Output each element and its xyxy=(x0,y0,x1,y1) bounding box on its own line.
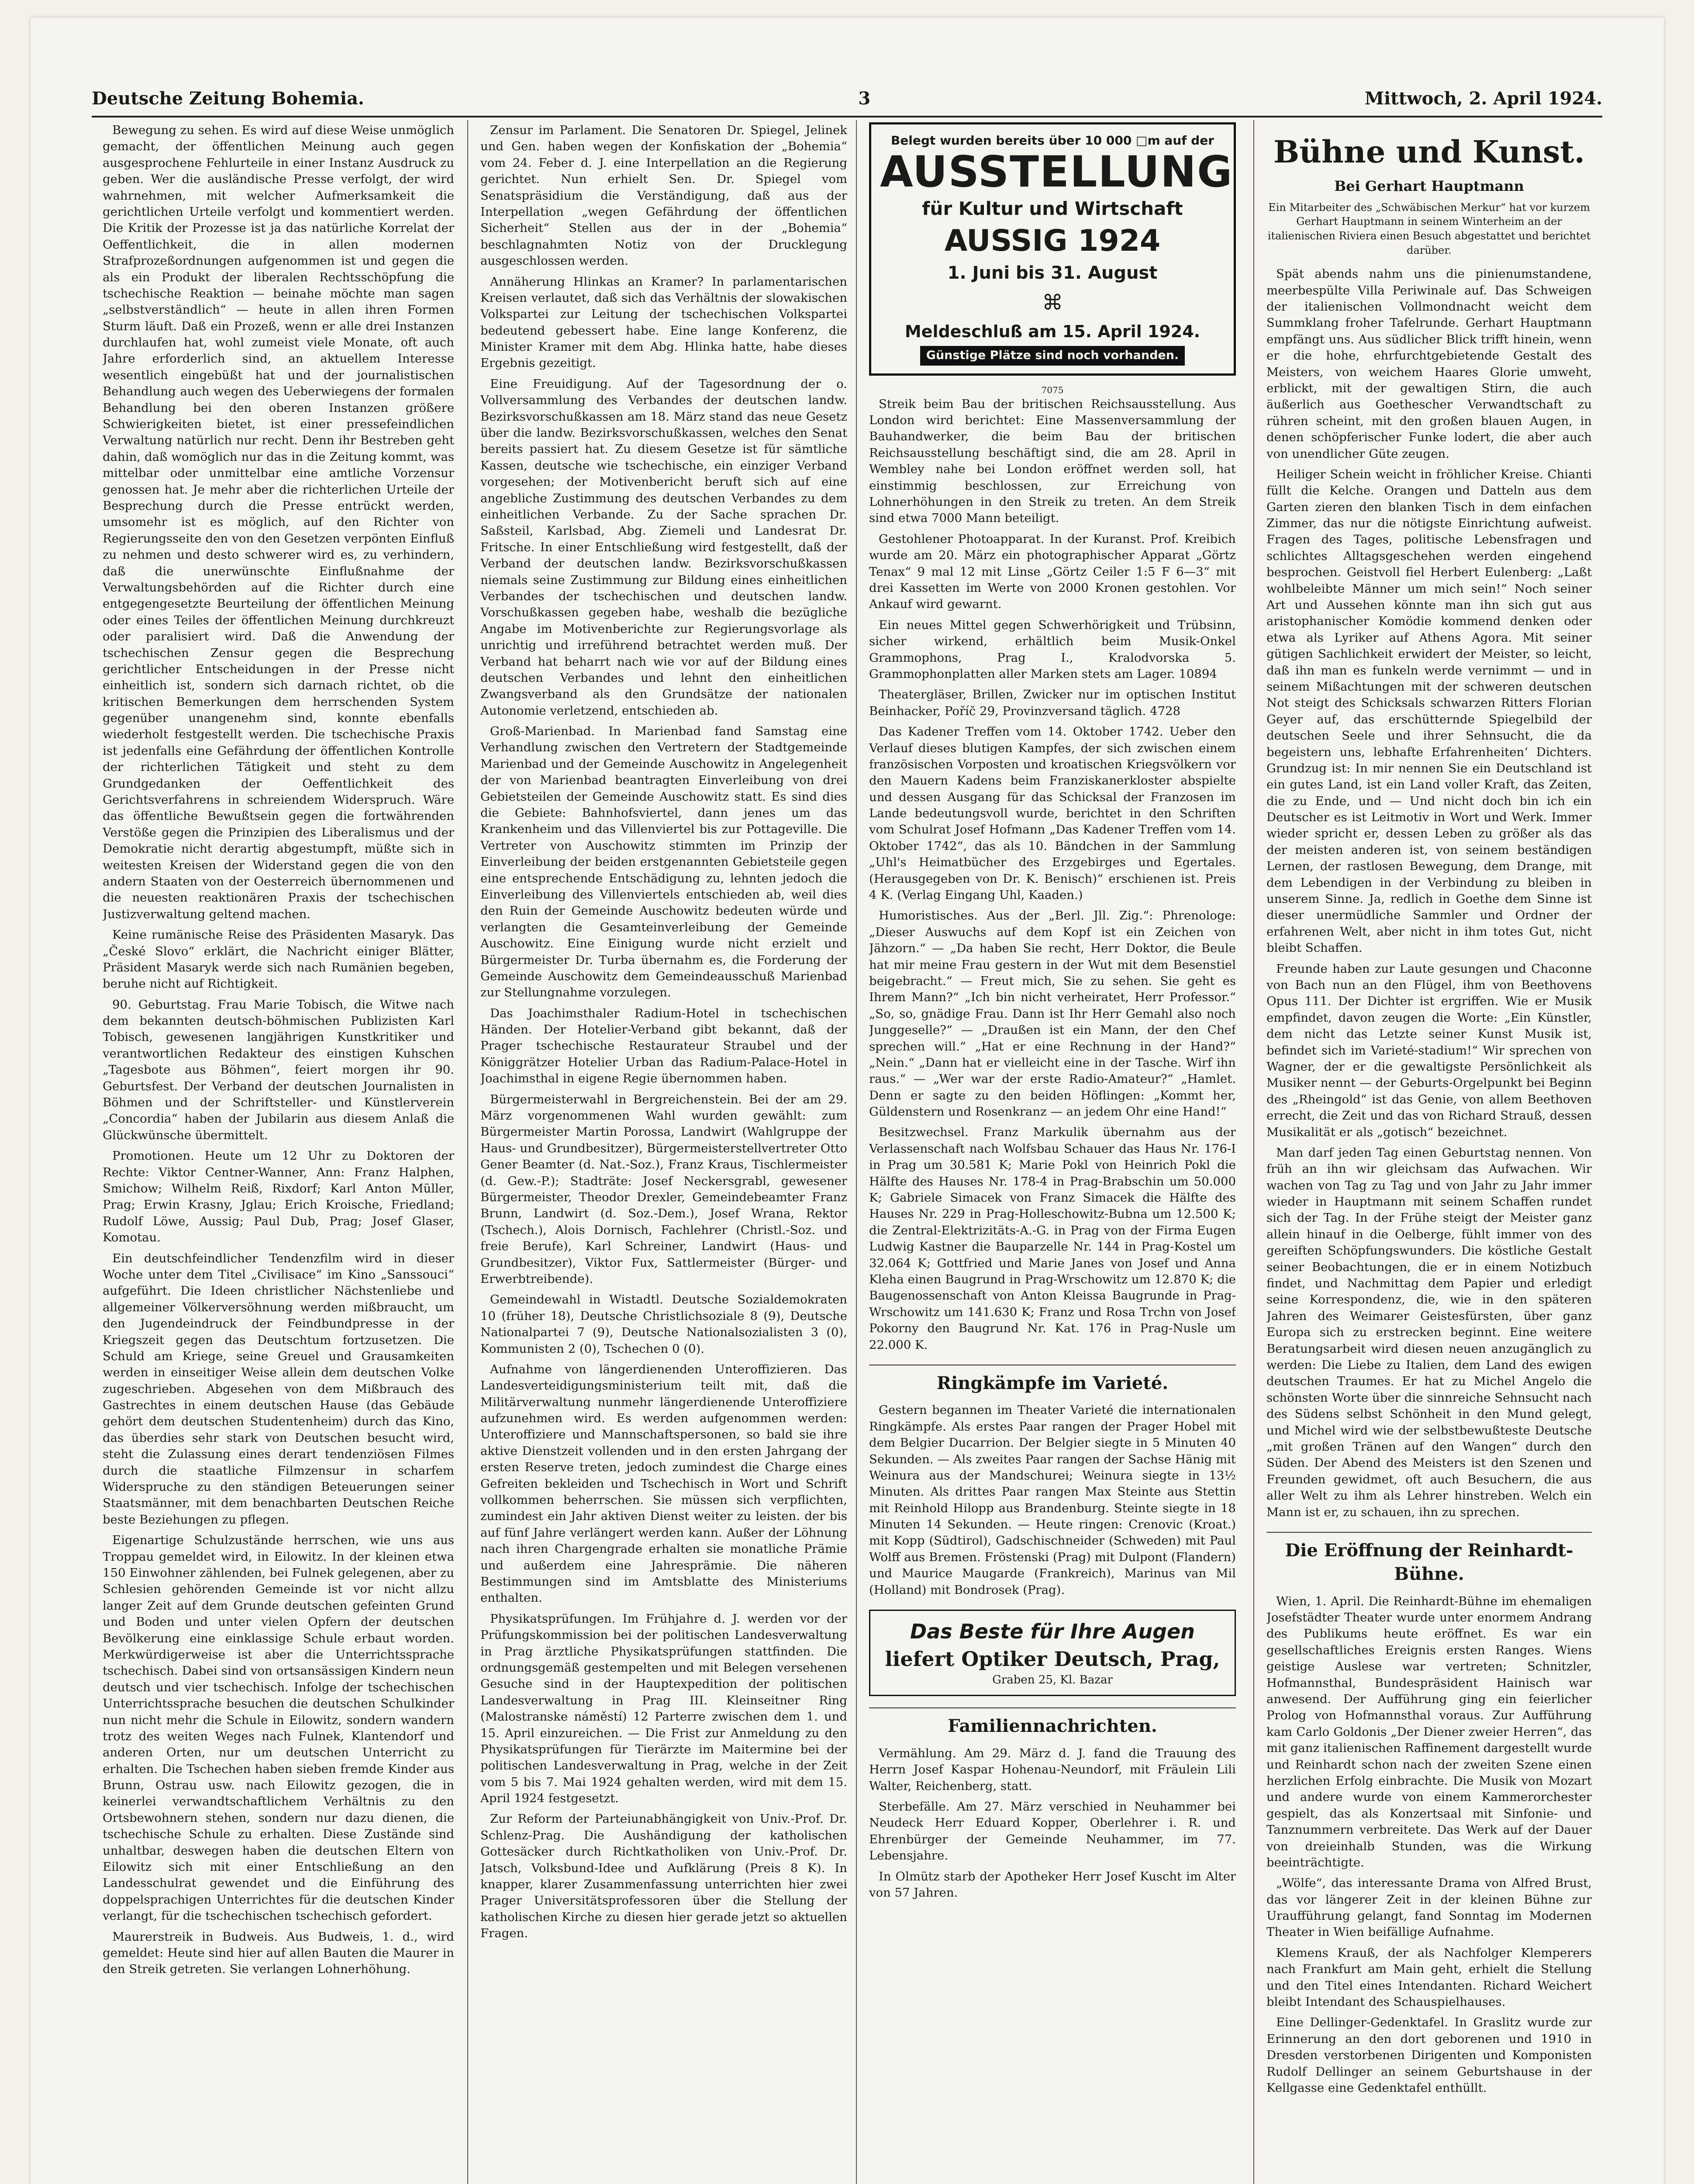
article-text: Bürgermeisterwahl in Bergreichenstein. Bei der am 29. März vorgenommenen Wahl wurden gewählt: zum Bürgermeister Martin Porossa, Landwirt (Wahlgruppe der Haus- und Grundbesitzer), Bürgermeisterstellvertreter Otto Gener Beamter (d. Nat.-Soz.), Franz Kraus, Tischlermeister (d. Gew.-P.); Stadträte: Josef Neckersgrabl, gewesener Bürgermeister, Theodor Drexler, Gemeindebeamter Franz Brunn, Landwirt (d. Soz.-Dem.), Josef Wrana, Rektor (Tschech.), Alois Dornisch, Fachlehrer (Christl.-Soz. und freie Berufe), Karl Schreiner, Landwirt (Haus- und Grundbesitzer), Viktor Fux, Sattlermeister (Bürger- und Erwerbtreibende). xyxy=(480,1092,847,1286)
article-text: Humoristisches. Aus der „Berl. Jll. Zig.“: Phrenologe: „Dieser Auswuchs auf dem Kopf ist ein Zeichen von Jähzorn.“ — „Da haben Sie recht, Herr Doktor, die Beule hat mir meine Frau gestern in der Wut mit dem Besenstiel beigebracht.“ — Freut mich, Sie zu sehen. Sie geht es Ihrem Mann?“ „Ich bin nicht verheiratet, Herr Professor.“ „So, so, gnädige Frau. Dann ist Ihr Herr Gemahl also noch Junggeselle?“ — „Draußen ist ein Mann, der den Chef sprechen will.“ „Hat er eine Rechnung in der Hand?“ „Nein.“ „Dann hat er vielleicht eine in der Tasche. Wirf ihn raus.“ — „Wer war der erste Radio-Amateur?“ „Hamlet. Denn er sagte zu den beiden Höflingen: „Kommt her, Güldenstern und Rosenkranz — an jedem Ohr eine Hand!“ xyxy=(869,909,1236,1119)
column-1 xyxy=(103,122,454,2184)
article-text: „Wölfe“, das interessante Drama von Alfred Brust, das vor längerer Zeit in der kleinen Bühne zur Uraufführung gelangt, fand Sonntag im Modernen Theater in Wien beifällige Aufnahme. xyxy=(1266,1876,1592,1939)
column-divider xyxy=(467,120,468,2184)
article-text: Spät abends nahm uns die pinienumstandene, meerbespülte Villa Periwinale auf. Das Schweigen der italienischen Vollmondnacht weicht dem Summklang froher Tafelrunde. Gerhart Hauptmann empfängt uns. Aus südlicher Blick trifft hinein, wenn er die hohe, ehrfurchtgebietende Gestalt des Meisters, von weichem Haares Glorie umweht, erblickt, mit der gewaltigen Stirn, die auch äußerlich aus Goethescher Verwandtschaft zu rühren scheint, mit den großen blauen Augen, in denen schöpferischer Funke lodert, die aber auch von unendlicher Güte zeugen. xyxy=(1266,267,1592,461)
article-text: Maurerstreik in Budweis. Aus Budweis, 1. d., wird gemeldet: Heute sind hier auf allen Bauten die Maurer in den Streik getreten. Sie verlangen Lohnerhöhung. xyxy=(103,1929,454,1977)
article-text: Keine rumänische Reise des Präsidenten Masaryk. Das „České Slovo“ erklärt, die Nachricht einiger Blätter, Präsident Masaryk werde sich nach Rumänien begeben, beruhe nicht auf Richtigkeit. xyxy=(103,928,454,991)
exhibition-advertisement xyxy=(869,122,1236,376)
ad-banner: Günstige Plätze sind noch vorhanden. xyxy=(920,346,1185,366)
article-byline: Bei Gerhart Hauptmann xyxy=(1334,178,1524,195)
ad-headline: AUSSTELLUNG xyxy=(880,147,1233,197)
article-text: Ein neues Mittel gegen Schwerhörigkeit und Trübsinn, sicher wirkend, erhältlich beim Musik-Onkel Grammophons, Prag I., Kralodvorska 5. Grammophonplatten aller Marken stets am Lager. 10894 xyxy=(869,618,1236,681)
ad-number: 7075 xyxy=(1041,384,1064,395)
article-text: Sterbefälle. Am 27. März verschied in Neuhammer bei Neudeck Herr Eduard Kopper, Oberlehrer i. R. und Ehrenbürger der Gemeinde Neuhammer, im 77. Lebensjahre. xyxy=(869,1800,1236,1863)
column-divider xyxy=(856,120,857,2184)
article-text: Vermählung. Am 29. März d. J. fand die Trauung des Herrn Josef Kaspar Hohenau-Neundorf, mit Fräulein Lili Walter, Reichenberg, statt. xyxy=(869,1746,1236,1793)
article-text: Aufnahme von längerdienenden Unteroffizieren. Das Landesverteidigungsministerium teilt mit, daß die Militärverwaltung nunmehr längerdienende Unteroffiziere aufzunehmen wird. Es werden aufgenommen werden: Unteroffiziere und Mannschaftspersonen, so bald sie ihre aktive Dienstzeit vollenden und in den ersten Jahrgang der ersten Reserve treten, jedoch zumindest die Charge eines Gefreiten bekleiden und Tschechisch in Wort und Schrift vollkommen beherrschen. Sie müssen sich verpflichten, zumindest ein Jahr aktiven Dienst weiter zu leisten. der bis auf fünf Jahre verlängert werden kann. Außer der Löhnung nach ihren Chargengrade erhalten sie monatliche Prämie und außerdem eine Jahresprämie. Die näheren Bestimmungen sind im Amtsblatte des Ministeriums enthalten. xyxy=(480,1362,847,1605)
ad-line: 1. Juni bis 31. August xyxy=(947,263,1158,283)
ad-line: für Kultur und Wirtschaft xyxy=(922,197,1183,219)
ad-line: Graben 25, Kl. Bazar xyxy=(992,1673,1113,1687)
article-text: Promotionen. Heute um 12 Uhr zu Doktoren der Rechte: Viktor Centner-Wanner, Ann: Franz Halphen, Smichow; Wilhelm Reiß, Rixdorf; Karl Anton Müller, Prag; Erwin Krasny, Jglau; Erich Kroische, Friedland; Rudolf Löwe, Aussig; Paul Dub, Prag; Josef Glaser, Komotau. xyxy=(103,1149,454,1245)
article-text: Theatergläser, Brillen, Zwicker nur im optischen Institut Beinhacker, Poříč 29, Provinzversand täglich. 4728 xyxy=(869,688,1236,718)
header-rule xyxy=(92,116,1602,117)
article-text: Eigenartige Schulzustände herrschen, wie uns aus Troppau gemeldet wird, in Eilowitz. In der kleinen etwa 150 Einwohner zählenden, bei Fulnek gelegenen, aber zu Schlesien gehörenden Gemeinde ist vor nicht allzu langer Zeit auf dem Grunde deutschen gefeinten Grund und Boden und unter vielen Opfern der deutschen Bevölkerung eine einklassige Schule erbaut worden. Merkwürdigerweise ist aber die Unterrichtssprache tschechisch. Dabei sind von ortsansässigen Kindern neun deutsch und vier tschechisch. Infolge der tschechischen Unterrichtssprache besuchen die deutschen Schulkinder nun nicht mehr die Schule in Eilowitz, sondern wandern trotz des weiten Weges nach Fulnek, Klantendorf und anderen Orten, nur um deutschen Unterricht zu erhalten. Die Tschechen haben sieben fremde Kinder aus Brunn, Ostrau usw. nach Eilowitz gezogen, die in keinerlei verwandtschaftlichem Verhältnis zu den Ortsbewohnern stehen, sondern nur dazu dienen, die tschechische Schule zu erhalten. Diese Zustände sind unhaltbar, deswegen haben die deutschen Eltern von Eilowitz sich mit einer Entschließung an den Landesschulrat gewendet und die Einführung des doppelsprachigen Unterrichtes für die deutschen Kinder verlangt, für die tschechischen tschechisch gefordert. xyxy=(103,1533,454,1923)
ad-line: Belegt wurden bereits über 10 000 □m auf der xyxy=(890,133,1214,148)
issue-date: Mittwoch, 2. April 1924. xyxy=(1364,88,1602,109)
article-text: Das Kadener Treffen vom 14. Oktober 1742. Ueber den Verlauf dieses blutigen Kampfes, der sich zwischen einem französischen Vorposten und kroatischen Kriegsvölkern vor den Mauern Kadens beim Franziskanerkloster abspielte und dessen Ausgang für das Schicksal der Franzosen im Lande bedeutungsvoll wurde, berichtet in den Schriften vom Schulrat Josef Hofmann „Das Kadener Treffen vom 14. Oktober 1742“, das als 10. Bändchen in der Sammlung „Uhl's Heimatbücher des Erzgebirges und Egertales. (Herausgegeben von Dr. K. Benisch)“ erschienen ist. Preis 4 K. (Verlag Eingang Uhl, Kaaden.) xyxy=(869,725,1236,902)
ad-line: Das Beste für Ihre Augen xyxy=(910,1620,1195,1644)
article-text: Heiliger Schein weicht in fröhlicher Kreise. Chianti füllt die Kelche. Orangen und Datteln aus dem Garten zieren den blanken Tisch in dem einfachen Zimmer, das nur die nötigste Einrichtung aufweist. Fragen des Tages, politische Lebensfragen und schlichtes Alltagsgeschehen werden eingehend besprochen. Geistvoll fiel Herbert Eulenberg: „Laßt wohlbeleibte Männer um mich sein!“ Noch seiner Art und Aussehen könnte man ihn sich gut aus aristophanischer Komödie kommend denken oder etwa als Lyriker auf Athens Agora. Mit seiner gütigen Sachlichkeit erwidert der Meister, so leicht, daß ihn man es funkeln werde vernimmt — und in seinem Mißachtungen mit der schweren deutschen Not steigt des Schicksals schwarzen Ritters Florian Geyer auf, das erschütternde Spiegelbild der deutschen Seele und ihrer Sehnsucht, die da begeistern uns, lebhafte Erfahrenheiten‘ Dichters. Grundzug ist: In mir nennen Sie ein Deutschland ist ein gutes Land, ist ein Land voller Kraft, das Zeiten, die zu Ende, und — Und nicht doch bin ich ein Deutscher es ist Leitmotiv in Wort und Werk. Immer wieder spricht er, dessen Leben zu größer als das der meisten anderen ist, von seinem beständigen Lernen, der rastlosen Bewegung, dem Drange, mit dem Lebendigen in der Verbindung zu bleiben in unserem Sinne. Ja, redlich in Goethe dem Sinne ist dieser unermüdliche Sammler und Ordner der erfahrenen Welt, aber nicht in ihm totes Gut, nicht bleibt Schaffen. xyxy=(1266,467,1592,955)
article-text: 90. Geburtstag. Frau Marie Tobisch, die Witwe nach dem bekannten deutsch-böhmischen Publizisten Karl Tobisch, gewesenen langjährigen Kunstkritiker und verantwortlichen Redakteur des einstigen Kuhschen „Tagesbote aus Böhmen“, feiert morgen ihr 90. Geburtsfest. Der Verband der deutschen Journalisten in Böhmen und der Schriftsteller- und Künstlerverein „Concordia“ haben der Jubilarin aus diesem Anlaß die Glückwünsche übermittelt. xyxy=(103,997,454,1142)
ad-line: Meldeschluß am 15. April 1924. xyxy=(904,322,1201,342)
article-text: Groß-Marienbad. In Marienbad fand Samstag eine Verhandlung zwischen den Vertretern der Stadtgemeinde Marienbad und der Gemeinde Auschowitz in Angelegenheit der von Marienbad beantragten Einverleibung von drei Gebietsteilen der Gemeinde Auschowitz statt. Es sind dies die Gebiete: Bahnhofsviertel, dann jenes um das Krankenheim und das Villenviertel bis zur Pottageville. Die Vertreter von Auschowitz stimmten im Prinzip der Einverleibung der beiden erstgenannten Gebietsteile gegen eine entsprechende Entschädigung zu, lehnten jedoch die Einverleibung des Villenviertels entschieden ab, weil dies den Ruin der Gemeinde Auschowitz bedeuten würde und verlangten die Gesamteinverleibung der Gemeinde Auschowitz. Eine Einigung wurde nicht erzielt und Bürgermeister Dr. Turba übernahm es, die Forderung der Gemeinde Auschowitz dem Gemeindeausschuß Marienbad zur Stellungnahme vorzulegen. xyxy=(480,724,847,1000)
optician-advertisement xyxy=(869,1610,1236,1696)
article-text: Eine Dellinger-Gedenktafel. In Graslitz wurde zur Erinnerung an den dort geborenen und 1910 in Dresden verstorbenen Dirigenten und Komponisten Rudolf Dellinger an seinem Geburtshause in der Kellgasse eine Gedenktafel enthüllt. xyxy=(1266,2015,1592,2095)
article-text: Gemeindewahl in Wistadtl. Deutsche Sozialdemokraten 10 (früher 18), Deutsche Christlichsoziale 8 (9), Deutsche Nationalpartei 7 (9), Deutsche Nationalsozialisten 3 (0), Kommunisten 2 (0), Tschechen 0 (0). xyxy=(480,1292,847,1356)
article-text: Physikatsprüfungen. Im Frühjahre d. J. werden vor der Prüfungskommission bei der politischen Landesverwaltung in Prag ärztliche Physikatsprüfungen stattfinden. Die ordnungsgemäß gestempelten und mit Belegen versehenen Gesuche sind in der Hauptexpedition der politischen Landesverwaltung in Prag III. Kleinseitner Ring (Malostranske náměstí) 12 Parterre zwischen dem 1. und 15. April einzureichen. — Die Frist zur Anmeldung zu den Physikatsprüfungen für Tierärzte im Maitermine bei der politischen Landesverwaltung in Prag, welche in der Zeit vom 5 bis 7. Mai 1924 gehalten werden, wird mit dem 15. April 1924 festgesetzt. xyxy=(480,1611,847,1806)
column-divider xyxy=(1253,120,1254,2184)
section-heading: Ringkämpfe im Varieté. xyxy=(869,1365,1236,1395)
article-text: Freunde haben zur Laute gesungen und Chaconne von Bach nun an den Flügel, ihm von Beethovens Opus 111. Der Dichter ist ergriffen. Wie er Musik empfindet, davon zeugen die Worte: „Ein Künstler, dem nicht das Letzte seiner Kunst Musik ist, befindet sich im Varieté-stadium!“ Wir sprechen von Wagner, der er die gewaltigste Persönlichkeit als Musiker nennt — der Geburts-Orgelpunkt bei Beginn des „Rheingold“ ist das Genie, von allem Beethoven errecht, die Zeit und das von Richard Strauß, dessen Musikalität er als „gotisch“ bezeichnet. xyxy=(1266,961,1592,1139)
article-text: Zensur im Parlament. Die Senatoren Dr. Spiegel, Jelinek und Gen. haben wegen der Konfiskation der „Bohemia“ vom 24. Feber d. J. eine Interpellation an die Regierung gerichtet. Nun erhielt Sen. Dr. Spiegel vom Senatspräsidium die Verständigung, daß aus der Interpellation „wegen Gefährdung der öffentlichen Sicherheit“ Stellen aus der in der „Bohemia“ beschlagnahmten Notiz von der Drucklegung ausgeschlossen werden. xyxy=(480,123,847,268)
paper-title: Deutsche Zeitung Bohemia. xyxy=(92,88,364,109)
article-text: Streik beim Bau der britischen Reichsausstellung. Aus London wird berichtet: Eine Massenversammlung der Bauhandwerker, die beim Bau der britischen Reichsausstellung beschäftigt sind, die am 28. April in Wembley nahe bei London eröffnet werden soll, hat einstimmig beschlossen, zur Erreichung von Lohnerhöhungen in den Streik zu treten. An dem Streik sind etwa 7000 Mann beteiligt. xyxy=(869,397,1236,525)
article-text: Besitzwechsel. Franz Markulik übernahm aus der Verlassenschaft nach Wolfsbau Schauer das Haus Nr. 176-I in Prag um 30.581 K; Marie Pokl von Heinrich Pokl die Hälfte des Hauses Nr. 178-4 in Prag-Brabschin um 50.000 K; Gabriele Simacek von Franz Simacek die Hälfte des Hauses Nr. 229 in Prag-Holleschowitz-Bubna um 12.500 K; die Zentral-Elektrizitäts-A.-G. in Prag von der Firma Eugen Ludwig Kastner die Bauparzelle Nr. 144 in Prag-Kostel um 32.064 K; Gottfried und Marie Janes von Josef und Anna Kleha einen Baugrund in Prag-Wrschowitz um 12.870 K; die Baugenossenschaft von Anton Kleissa Baugrunde in Prag-Wrschowitz um 141.630 K; Franz und Rosa Trchn von Josef Pokorny den Baugrund Nr. Kat. 176 in Prag-Nusle um 22.000 K. xyxy=(869,1125,1236,1352)
masthead xyxy=(92,85,1602,111)
section-heading: Familiennachrichten. xyxy=(869,1707,1236,1738)
article-text: Wien, 1. April. Die Reinhardt-Bühne im ehemaligen Josefstädter Theater wurde unter enormem Andrang des Publikums heute eröffnet. Es war ein gesellschaftliches Ereignis ersten Ranges. Wiens geistige Auslese war vertreten; Schnitzler, Hofmannsthal, Bundespräsident Hainisch war anwesend. Der Aufführung ging ein feierlicher Prolog von Hofmannsthal voraus. Zur Aufführung kam Carlo Goldonis „Der Diener zweier Herren“, das mit ganz italienischen Raffinement dargestellt wurde und Reinhardt schon nach der zweiten Szene einen herzlichen Erfolg einbrachte. Die Musik von Mozart und andere wurde von einem Kammerorchester gespielt, das als Konzertsaal mit Sinfonie- und Tanznummern verbreitete. Das Werk auf der Dauer von dreieinhalb Stunden, was die Wirkung beeinträchtigte. xyxy=(1266,1594,1592,1870)
article-text: Das Joachimsthaler Radium-Hotel in tschechischen Händen. Der Hotelier-Verband gibt bekannt, daß der Prager tschechische Restaurateur Straubel und der Königgrätzer Hotelier Urban das Radium-Palace-Hotel in Joachimsthal in eigene Regie übernommen haben. xyxy=(480,1006,847,1086)
article-text: Gestern begannen im Theater Varieté die internationalen Ringkämpfe. Als erstes Paar rangen der Prager Hobel mit dem Belgier Ducarrion. Der Belgier siegte in 5 Minuten 40 Sekunden. — Als zweites Paar rangen der Sachse Hänig mit Weinura aus der Mandschurei; Weinura siegte in 13½ Minuten. Als drittes Paar rangen Max Steinte aus Stettin mit Reinhold Hilopp aus Brandenburg. Steinte siegte in 18 Minuten 14 Sekunden. — Heute ringen: Crenovic (Kroat.) mit Kopp (Südtirol), Gadschischneider (Schweden) mit Paul Wolff aus Bremen. Fröstenski (Prag) mit Dulpont (Flandern) und Maurice Maugarde (Frankreich), Marinus van Mil (Holland) mit Bondrosek (Prag). xyxy=(869,1403,1236,1597)
article-text: In Olmütz starb der Apotheker Herr Josef Kuscht im Alter von 57 Jahren. xyxy=(869,1869,1236,1900)
article-text: Man darf jeden Tag einen Geburtstag nennen. Von früh an ihn wir gleichsam das Aufwachen. Wir wachen von Tag zu Tag und von Jahr zu Jahr immer wieder in Hauptmann mit seinem Schaffen rundet sich der Tag. In der Frühe steigt der Meister ganz allein hinauf in die Oelberge, fühlt immer von des gereiften Schöpfungswunders. Die köstliche Gestalt seiner Beobachtungen, die er in einem Notizbuch findet, und Nachmittag dem Papier und erledigt seine Korrespondenz, die, wie in den späteren Jahren des Weimarer Geistesfürsten, über ganz Europa sich zu erstrecken beginnt. Eine weitere Beratungsarbeit wird diesen neuen anzugänglich zu werden: Die Liebe zu Italien, dem Land des ewigen deutschen Traumes. Er hat zu Michel Angelo die schönsten Worte über die sinnreiche Sehnsucht nach des Südens selbst Schönheit in den Mund gelegt, und Michel wird wie der selbstbewußteste Deutsche „mit großen Tränen auf den Wangen“ durch den Süden. Der Abend des Meisters ist den Szenen und Freunden gewidmet, oft auch Besuchern, die aus aller Welt zu ihm als Lehrer hinstreben. Welch ein Mann ist er, zu schauen, ihn zu sprechen. xyxy=(1266,1145,1592,1519)
ornament-icon: ⌘ xyxy=(1042,290,1063,315)
article-text: Ein deutschfeindlicher Tendenzfilm wird in dieser Woche unter dem Titel „Civilisace“ im Kino „Sanssouci“ aufgeführt. Die Ideen christlicher Nächstenliebe und allgemeiner Völkerversöhnung werden mißbraucht, um den Jugendeindruck der Feindbundpresse in der Kriegszeit gegen das Deutschtum fortzusetzen. Die Schuld am Kriege, seine Greuel und Grausamkeiten werden in einseitiger Weise allein dem deutschen Volke zugeschrieben. Abgesehen von dem Mißbrauch des Gastrechtes in einem deutschen Hause (das Gebäude gehört dem deutschen Studentenheim) durch das Kino, das überdies sehr stark von Deutschen besucht wird, steht die Zulassung eines derart tendenziösen Filmes durch die staatliche Filmzensur in scharfem Widerspruche zu den ständigen Beteuerungen seiner Staatsmänner, mit dem benachbarten Deutschen Reiche beste Beziehungen zu pflegen. xyxy=(103,1251,454,1527)
article-text: Zur Reform der Parteiunabhängigkeit von Univ.-Prof. Dr. Schlenz-Prag. Die Aushändigung der katholischen Gottesäcker durch Richtkatholiken von Univ.-Prof. Dr. Jatsch, Volksbund-Idee und Aufklärung (Preis 8 K). In knapper, klarer Zusammenfassung unterrichten hier zwei Prager Universitätsprofessoren über die Stellung der katholischen Kirche zu diesen hier gerade jetzt so aktuellen Fragen. xyxy=(480,1812,847,1941)
page-number: 3 xyxy=(858,88,871,109)
article-text: Eine Freuidigung. Auf der Tagesordnung der o. Vollversammlung des Verbandes der deutschen landw. Bezirksvorschußkassen am 18. März stand das neue Gesetz über die landw. Bezirksvorschußkassen, welches den Senat bereits passiert hat. Zu diesem Gesetze ist für sämtliche Kassen, deutsche wie tschechische, ein einziger Verband vorgesehen; der Motivenbericht beruft sich auf eine angebliche Zustimmung des deutschen Verbandes zu dem einheitlichen Verbande. Zu der Sache sprachen Dr. Saßsteil, Karlsbad, Abg. Ziemeli und Landesrat Dr. Fritsche. In einer Entschließung wird festgestellt, daß der Verband der deutschen landw. Bezirksvorschußkassen niemals seine Zustimmung zur Bildung eines einheitlichen Verbandes der tschechischen und deutschen landw. Vorschußkassen gegeben habe, weshalb die bezügliche Angabe im Motivenberichte zur Regierungsvorlage als unrichtig und irreführend betrachtet werden muß. Der Verband hat beharrt nach wie vor auf der Bildung eines deutschen Verbandes und lehnt den einheitlichen Zwangsverband als den Grundsätze der nationalen Autonomie verletzend, entschieden ab. xyxy=(480,377,847,718)
column-4 xyxy=(1266,122,1592,2184)
article-text: Klemens Krauß, der als Nachfolger Klemperers nach Frankfurt am Main geht, erhielt die Stellung und den Titel eines Intendanten. Richard Weichert bleibt Intendant des Schauspielhauses. xyxy=(1266,1946,1592,2009)
ad-line: AUSSIG 1924 xyxy=(944,223,1161,258)
column-3 xyxy=(869,122,1236,2184)
section-heading: Die Eröffnung der Reinhardt-Bühne. xyxy=(1266,1532,1592,1586)
article-text: Annäherung Hlinkas an Kramer? In parlamentarischen Kreisen verlautet, daß sich das Verhältnis der slowakischen Volkspartei zur Leitung der tschechischen Volkspartei bedeutend gebessert habe. Eine lange Konferenz, die Minister Kramer mit dem Abg. Hlinka hatte, habe dieses Ergebnis gezeitigt. xyxy=(480,274,847,370)
section-title: Bühne und Kunst. xyxy=(1273,134,1585,170)
ad-line: liefert Optiker Deutsch, Prag, xyxy=(885,1647,1220,1671)
article-intro: Ein Mitarbeiter des „Schwäbischen Merkur“ hat vor kurzem Gerhart Hauptmann in seinem Winterheim an der italienischen Riviera einen Besuch abgestattet und berichtet darüber. xyxy=(1267,201,1591,256)
article-text: Gestohlener Photoapparat. In der Kuranst. Prof. Kreibich wurde am 20. März ein photographischer Apparat „Görtz Tenax“ 9 mal 12 mit Linse „Görtz Ceiler 1:5 F 6—3“ mit drei Kassetten im Werte von 2000 Kronen gestohlen. Vor Ankauf wird gewarnt. xyxy=(869,532,1236,612)
article-text: Bewegung zu sehen. Es wird auf diese Weise unmöglich gemacht, der öffentlichen Meinung auch gegen ausgesprochene Fehlurteile in einer Instanz Ausdruck zu geben. Wer die ausländische Presse verfolgt, der wird wahrnehmen, mit welcher Aufmerksamkeit die gerichtlichen Urteile verfolgt und kommentiert werden. Die Kritik der Prozesse ist ja das natürliche Korrelat der Oeffentlichkeit, die in allen modernen Strafprozeßordnungen aufgenommen ist und gegen die als ein Produkt der liberalen Rechtsschöpfung die tschechische Reaktion — beinahe möchte man sagen „selbstverständlich“ — heute in allen ihren Formen Sturm läuft. Daß ein Prozeß, wenn er alle drei Instanzen durchlaufen hat, wohl zumeist viele Monate, oft auch Jahre erforderlich sind, an aktuellem Interesse wesentlich eingebüßt hat und der journalistischen Behandlung auch wegen des Ueberwiegens der formalen Behandlung bei den oberen Instanzen größere Schwierigkeiten bietet, ist einer pressefeindlichen Verwaltung natürlich nur recht. Denn ihr Bestreben geht dahin, daß womöglich nur das in die Zeitung kommt, was mittelbar oder unmittelbar eine amtliche Vorzensur genossen hat. Je mehr aber die richterlichen Urteile der Besprechung durch die Presse entrückt werden, umsomehr ist es möglich, auf den Richter von Regierungsseite den von den Gesetzen verpönten Einfluß zu nehmen und desto schwerer wird es, zu verhindern, daß die unerwünschte Einflußnahme der Verwaltungsbehörden auf die Richter durch eine entgegengesetzte Beurteilung der öffentlichen Meinung oder eines Teiles der öffentlichen Meinung durchkreuzt oder paralisiert wird. Daß die Anwendung der tschechischen Zensur gegen die Besprechung gerichtlicher Entscheidungen in der Presse nicht einheitlich ist, sondern sich darnach richtet, ob die kritischen Bemerkungen dem herrschenden System gegenüber unangenehm sind, konnte ebenfalls wiederholt festgestellt werden. Die tschechische Praxis ist jedenfalls eine Gefährdung der öffentlichen Kontrolle der richterlichen Tätigkeit und steht zu dem Grundgedanken der Oeffentlichkeit des Gerichtsverfahrens in schreiendem Widerspruch. Wäre das öffentliche Bewußtsein gegen die fortwährenden Verstöße gegen die Prinzipien des Liberalismus und der Demokratie nicht derartig abgestumpft, müßte sich in weitesten Kreisen der Widerstand gegen die von den andern Staaten von der Oesterreich übernommenen und die neuesten reaktionären Praxis der tschechischen Justizverwaltung geltend machen. xyxy=(103,123,454,921)
column-2 xyxy=(480,122,847,2184)
